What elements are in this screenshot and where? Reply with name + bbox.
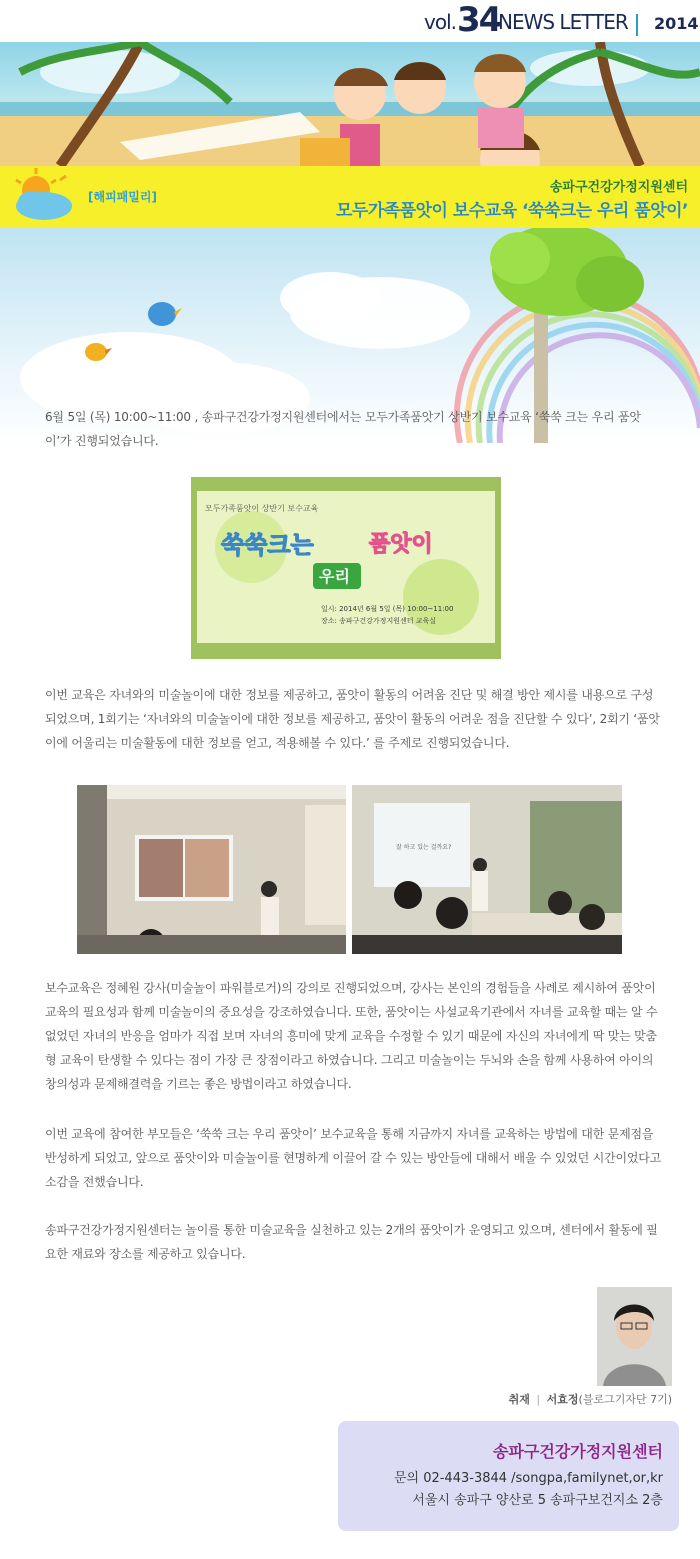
contact-address: 서울시 송파구 양산로 5 송파구보건지소 2층 — [412, 1493, 663, 1508]
reporter-name: 서효정 — [546, 1393, 579, 1406]
byline-label: 취재 — [508, 1393, 530, 1406]
contact-organization: 송파구건강가정지원센터 — [492, 1442, 663, 1461]
masthead-vol: vol. — [424, 10, 456, 34]
lecture-photo-1-art — [77, 785, 346, 954]
masthead — [0, 0, 700, 42]
banner-photo-art — [191, 477, 501, 659]
reporter-portrait-art — [597, 1287, 672, 1386]
article-paragraph-4: 이번 교육에 참여한 부모들은 ‘쑥쑥 크는 우리 품앗이’ 보수교육을 통해 지금까지 자녀를 교육하는 방법에 대한 문제점을 반성하게 되었고, 앞으로 품앗이와 미술놀이를 현명하게 이끌어 갈 수 있는 방안들에 대해서 배울 수 있었던 시간이었다고 소감을 전했습니다. — [45, 1127, 662, 1189]
article-title: 모두가족품앗이 보수교육 ‘쑥쑥크는 우리 품앗이’ — [335, 201, 688, 221]
banner-word-1: 쑥쑥크는 — [221, 531, 314, 559]
beach-hero-illustration — [0, 42, 700, 166]
article-paragraph-3: 보수교육은 정혜원 강사(미술놀이 파워블로거)의 강의로 진행되었으며, 강사는 본인의 경험들을 사례로 제시하여 품앗이 교육의 필요성과 함께 미술놀이의 중요성을 강조하였습니다. 또한, 품앗이는 사설교육기관에서 자녀를 교육할 때는 알 수 없었던 자녀의 반응을 엄마가 직접 보며 자녀의 흥미에 맞게 교육을 수정할 수 있기 때문에 자신의 자녀에게 딱 맞는 맞춤형 교육이 탄생할 수 있다는 점이 가장 큰 장점이라고 하였습니다. 그리고 미술놀이는 두뇌와 손을 함께 사용하여 아이의 창의성과 문제해결력을 기르는 좋은 방법이라고 하였습니다. — [45, 981, 658, 1091]
category-tag: [해피패밀리] — [88, 190, 157, 204]
banner-word-2: 우리 — [319, 567, 350, 586]
screen-caption: 잘 하고 있는 걸까요? — [396, 844, 452, 851]
article-paragraph-5: 송파구건강가정지원센터는 놀이를 통한 미술교육을 실천하고 있는 2개의 품앗이가 운영되고 있으며, 센터에서 활동에 필요한 재료와 장소를 제공하고 있습니다. — [45, 1223, 658, 1261]
article-paragraph-2: 이번 교육은 자녀와의 미술놀이에 대한 정보를 제공하고, 품앗이 활동의 어려움 진단 및 해결 방안 제시를 내용으로 구성되었으며, 1회기는 ‘자녀와의 미술놀이에 대한 정보를 제공하고, 품앗이 활동의 어려운 점을 진단할 수 있다’, 2회기 ‘품앗이에 어울리는 미술활동에 대한 정보를 얻고, 적용해볼 수 있다.’ 를 주제로 진행되었습니다. — [45, 688, 660, 750]
masthead-title: NEWS LETTER — [498, 10, 628, 34]
masthead-year: 2014 — [654, 14, 699, 33]
band-organization: 송파구건강가정지원센터 — [549, 180, 688, 195]
banner-photo — [191, 477, 501, 659]
article-paragraph-1: 6월 5일 (목) 10:00~11:00 , 송파구건강가정지원센터에서는 모두가족품앗기 상반기 보수교육 ‘쑥쑥 크는 우리 품앗이’가 진행되었습니다. — [45, 410, 641, 448]
banner-date: 일시: 2014년 6월 5일 (목) 10:00~11:00 — [321, 605, 454, 613]
masthead-issue-number: 34 — [457, 0, 501, 40]
lecture-photo-2 — [352, 785, 622, 954]
byline-separator: | — [536, 1393, 541, 1406]
article-title-band — [0, 166, 700, 228]
beach-illustration-art — [0, 42, 700, 166]
lecture-photo-2-art — [352, 785, 622, 954]
reporter-avatar — [597, 1287, 672, 1386]
contact-info-box — [338, 1421, 679, 1531]
sun-cloud-icon — [6, 166, 78, 228]
lecture-photo-1 — [77, 785, 346, 954]
banner-word-3: 품앗이 — [369, 532, 433, 557]
reporter-role: (블로그기자단 7기) — [578, 1393, 672, 1406]
contact-phone-website: 문의 02-443-3844 /songpa,familynet,or,kr — [393, 1471, 663, 1486]
banner-place: 장소: 송파구건강가정지원센터 교육실 — [321, 617, 437, 625]
reporter-byline — [509, 1391, 672, 1407]
masthead-divider — [636, 14, 638, 36]
banner-line1: 모두가족품앗이 상반기 보수교육 — [205, 504, 319, 513]
